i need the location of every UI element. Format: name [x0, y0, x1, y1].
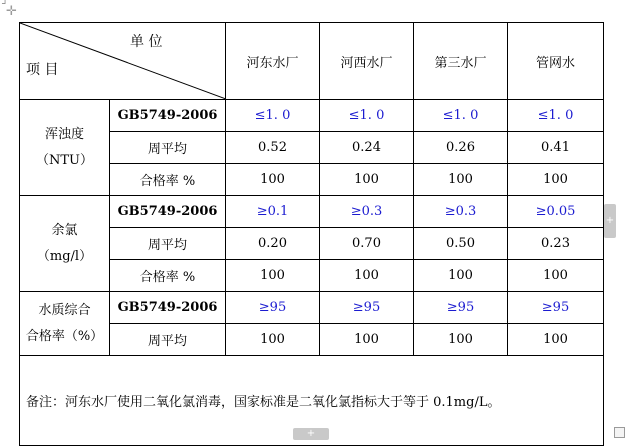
limit-value: ≤1. 0: [508, 100, 604, 132]
limit-value: ≥0.3: [320, 196, 414, 228]
row-label: 周平均: [110, 324, 226, 356]
cell-value: 0.50: [414, 228, 508, 260]
table-row: [20, 196, 604, 228]
cell-value: 100: [414, 164, 508, 196]
table-row: [20, 100, 604, 132]
note-text: 备注：河东水厂使用二氧化氯消毒，国家标准是二氧化氯指标大于等于 0.1mg/L。: [20, 356, 604, 446]
category-name: 水质综合: [38, 302, 91, 318]
cell-value: 100: [414, 324, 508, 356]
row-label: GB5749-2006: [110, 100, 226, 132]
cell-value: 0.20: [226, 228, 320, 260]
category-name: 余氯: [51, 222, 78, 238]
page-corner-mark: ┘: [2, 0, 9, 10]
limit-value: ≤1. 0: [414, 100, 508, 132]
header-row: [20, 23, 604, 100]
cell-value: 100: [508, 324, 604, 356]
limit-value: ≥0.05: [508, 196, 604, 228]
header-plant-hedong: 河东水厂: [226, 23, 320, 100]
cell-value: 100: [320, 164, 414, 196]
category-name: 浑浊度: [44, 126, 84, 142]
limit-value: ≤1. 0: [320, 100, 414, 132]
header-plant-hexi: 河西水厂: [320, 23, 414, 100]
row-label: 合格率 %: [110, 164, 226, 196]
resize-icon[interactable]: [614, 427, 625, 438]
row-label: GB5749-2006: [110, 292, 226, 324]
cell-value: 0.41: [508, 132, 604, 164]
cell-value: 100: [320, 324, 414, 356]
limit-value: ≥0.1: [226, 196, 320, 228]
header-item-label: 项 目: [26, 62, 59, 78]
cell-value: 0.23: [508, 228, 604, 260]
row-label: 周平均: [110, 228, 226, 260]
cell-value: 100: [226, 260, 320, 292]
bottom-expand-tab[interactable]: +: [293, 428, 329, 440]
cell-value: 0.52: [226, 132, 320, 164]
category-overall: [20, 292, 110, 356]
water-quality-table: [19, 22, 604, 446]
limit-value: ≥95: [320, 292, 414, 324]
limit-value: ≥95: [508, 292, 604, 324]
limit-value: ≥95: [414, 292, 508, 324]
move-icon[interactable]: ✛: [6, 4, 17, 19]
limit-value: ≥0.3: [414, 196, 508, 228]
cell-value: 100: [320, 260, 414, 292]
cell-value: 0.70: [320, 228, 414, 260]
cell-value: 0.24: [320, 132, 414, 164]
category-turbidity: [20, 100, 110, 196]
cell-value: 100: [226, 324, 320, 356]
header-diagonal-cell: [20, 23, 226, 100]
table-row: [20, 292, 604, 324]
limit-value: ≤1. 0: [226, 100, 320, 132]
limit-value: ≥95: [226, 292, 320, 324]
row-label: GB5749-2006: [110, 196, 226, 228]
category-chlorine: [20, 196, 110, 292]
row-label: 合格率 %: [110, 260, 226, 292]
header-plant-network: 管网水: [508, 23, 604, 100]
side-expand-tab[interactable]: +: [604, 204, 616, 238]
cell-value: 100: [508, 164, 604, 196]
cell-value: 100: [226, 164, 320, 196]
header-plant-third: 第三水厂: [414, 23, 508, 100]
cell-value: 0.26: [414, 132, 508, 164]
category-unit: （NTU）: [35, 152, 93, 168]
row-label: 周平均: [110, 132, 226, 164]
category-unit: （mg/l）: [36, 248, 93, 264]
header-unit-label: 单 位: [130, 34, 163, 50]
cell-value: 100: [508, 260, 604, 292]
cell-value: 100: [414, 260, 508, 292]
category-unit: 合格率（%）: [25, 328, 104, 344]
